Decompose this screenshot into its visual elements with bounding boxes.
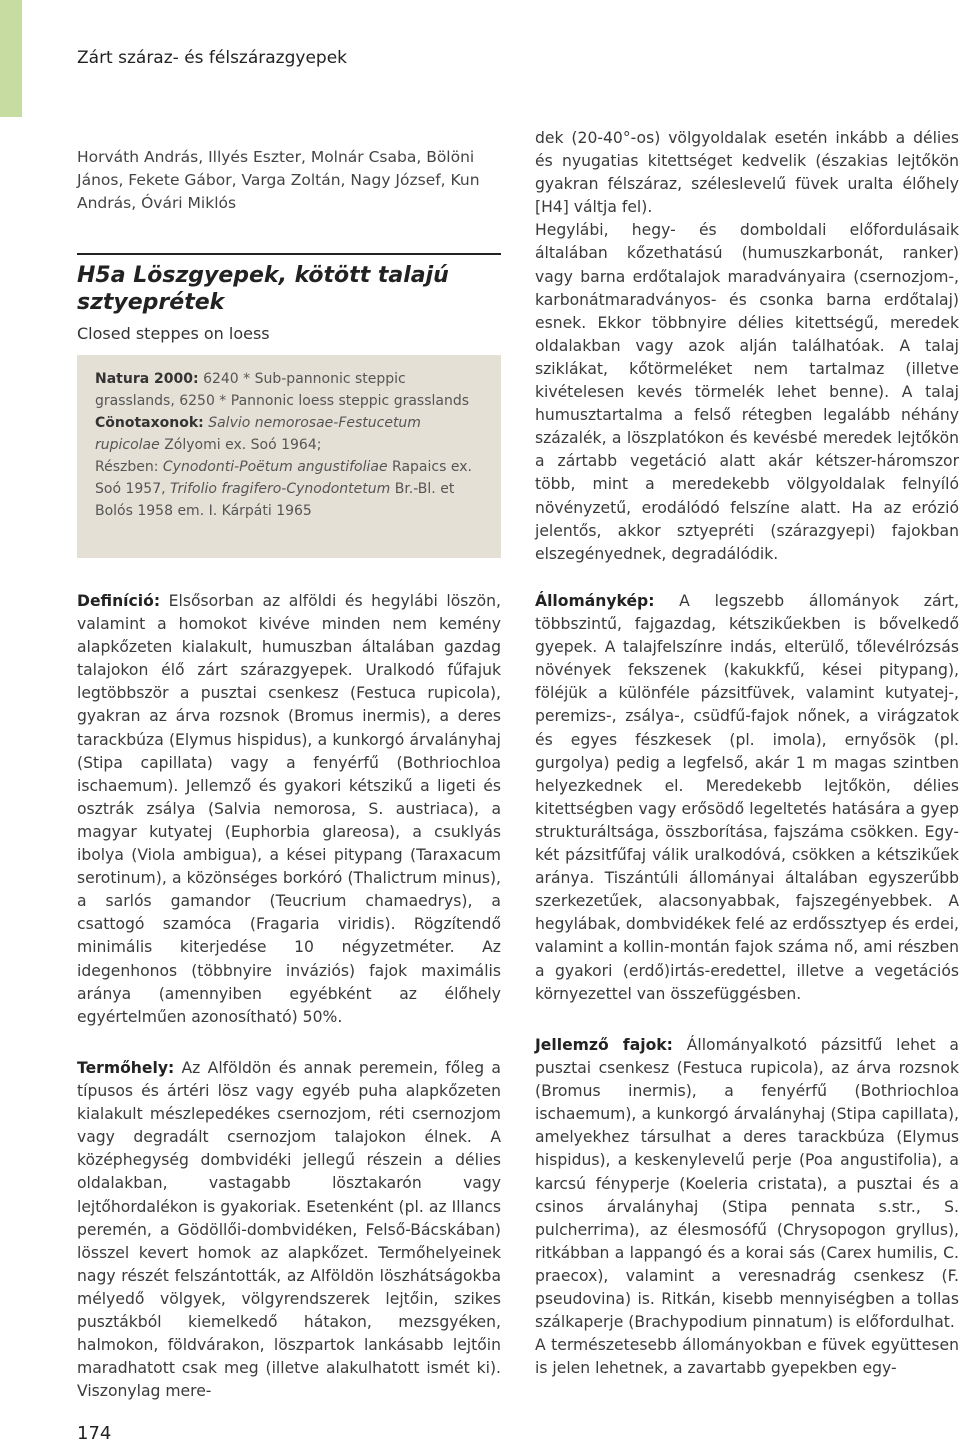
- definition-text: Elsősorban az alföldi és hegylábi löszön, valamint a homokot kivéve minden nem kemény alapkőzeten kialakult, humuszban általában gazdag talajokon élő zárt szárazgyepek. Uralkodó fűfajuk legtöbbször a pusztai csenkesz (Festuca rupicola), gyakran az árva rozsnok (Bromus inermis), a deres tarackbúza (Elymus hispidus), a kunkorgó árvalányhaj (Stipa capillata) vagy a fenyérfű (Bothriochloa ischaemum). Jellemző és gyakori kétszikű a ligeti és osztrák zsálya (Salvia nemorosa, S. austriaca), a magyar kutyatej (Euphorbia glareosa), a csuklyás ibolya (Viola ambigua), a kései pitypang (Taraxacum serotinum), a közönséges borkóró (Thalictrum minus), a sarlós gamandor (Teucrium chamaedrys), a csattogó szamóca (Fragaria viridis). Rögzítendő minimális kiterjedése 10 négyzetméter. Az idegenhonos (többnyire inváziós) fajok maximális aránya (amennyiben egyébként az élőhely egyértelműen azonosítható) 50%.: [77, 592, 501, 1026]
- species-section: [535, 1034, 959, 1380]
- cono-taxon-1: Salvio nemorosae-Festucetum rupicolae: [95, 415, 421, 453]
- natura-text: 6240 * Sub-pannonic steppic grasslands, 6250 * Pannonic loess steppic grasslands: [95, 371, 470, 409]
- page-title: H5a Löszgyepek, kötött talajú sztyeprétek: [77, 263, 449, 315]
- stand-label: Állománykép:: [535, 592, 655, 610]
- cono-label: Cönotaxonok:: [95, 415, 204, 431]
- natura-label: Natura 2000:: [95, 371, 199, 387]
- cono-taxon-2: Cynodonti-Poëtum angustifoliae: [162, 459, 388, 475]
- cono-author-1: Zólyomi ex. Soó 1964;: [159, 437, 322, 453]
- definition-section: [77, 590, 501, 1029]
- title-divider: [77, 253, 501, 255]
- habitat-label: Termőhely:: [77, 1059, 175, 1077]
- species-text-2: A természetesebb állományokban e füvek együttesen is jelen lehetnek, a zavartabb gyepekben egy-: [535, 1336, 959, 1378]
- habitat-section: [77, 1057, 501, 1403]
- habitat-text: Az Alföldön és annak peremein, főleg a típusos és ártéri lösz vagy egyéb puha alapkőzeten kialakult mészlepedékes csernozjom, réti csernozjom vagy degradált csernozjom talajokon élnek. A középhegység dombvidéki jellegű részein a délies oldalakban, vastagabb lösztakarón vagy lejtőhordalékon is gyakoriak. Esetenként (pl. az Illancs peremén, a Gödöllői-dombvidéken, Felső-Bácskában) lösszel kevert homok az alapkőzet. Termőhelyeinek nagy részét felszántották, az Alföldön löszhátságokba mélyedő völgyek, völgyrendszerek lejtőin, szikes pusztákból kiemelkedő hátakon, mezsgyéken, halmokon, földvárakon, löszpartok lankásabb lejtőin maradhatott csak meg (illetve alakulhatott ismét ki). Viszonylag mere-: [77, 1059, 501, 1401]
- species-label: Jellemző fajok:: [535, 1036, 673, 1054]
- habitat-cont-p2: Hegylábi, hegy- és domboldali előfordulásaik általában kőzethatású (humuszkarbonát, ranker) vagy barna erdőtalajok maradványaira (csernozjom-, karbonátmaradványos- és csonka barna erdőtalaj) esnek. Ekkor többnyire délies kitettségű, meredek oldalakban vagy azok alján találhatóak. A talaj sziklákat, kőtörmeléket nem tartalmaz (illetve kivételesen kevés törmelék lehet benne). A talaj humusztartalma a felső rétegben legalább néhány százalék, a löszplatókon és kevésbé meredek lejtőkön a zártabb vegetáció alatt akár kétszer-háromszor több, mint a meredekebb völgyoldalak felnyíló növényzetű, erodálódó felszíne alatt. Ha az erózió jelentős, akkor sztyepréti (szárazgyepi) fajokban elszegényednek, degradálódik.: [535, 221, 959, 563]
- section-color-tab: [0, 0, 22, 117]
- stand-text: A legszebb állományok zárt, többszintű, fajgazdag, kétszikűekben is bővelkedő gyepek. A talajfelszínre indás, elterülő, tőlevélrózsás növények fekszenek (kakukkfű, kései pitypang), föléjük a különféle pázsitfüvek, valamint kutyatej-, peremizs-, zsálya-, csüdfű-fajok nőnek, a virágzatok és egyes fészkesek (pl. imola), ernyősök (pl. gurgolya) pedig a legfelső, akár 1 m magas szintben helyezkednek el. Meredekebb lejtőkön, délies kitettségben vagy erősödő legeltetés hatására a gyep strukturáltsága, összborítása, fajszáma csökken. Egy-két pázsitfűfaj válik uralkodóvá, csökken a kétszikűek aránya. Tiszántúli állományai általában egyszerűbb szerkezetűek, alacsonyabbak, fajszegényebbek. A hegylábak, dombvidékek felé az erdőssztyep és erdei, valamint a kollin-montán fajok száma nő, ami részben a gyakori (erdő)irtás-eredettel, illetve a vegetációs környezettel van összefüggésben.: [535, 592, 959, 1003]
- definition-label: Definíció:: [77, 592, 161, 610]
- cono-partial-label: Részben:: [95, 459, 163, 475]
- page-subtitle: Closed steppes on loess: [77, 324, 270, 343]
- habitat-continued: [535, 127, 959, 566]
- section-header: Zárt száraz- és félszárazgyepek: [77, 48, 348, 68]
- habitat-cont-p1: dek (20-40°-os) völgyoldalak esetén inkább a délies és nyugatias kitettséget kedvelik (északias lejtőkön gyakran félszáraz, széleslevelű füvek uralta élőhely [H4] váltja fel).: [535, 129, 959, 217]
- species-text: Állományalkotó pázsitfű lehet a pusztai csenkesz (Festuca rupicola), az árva rozsnok (Bromus inermis), a fenyérfű (Bothriochloa ischaemum), a kunkorgó árvalányhaj (Stipa capillata), amelyekhez társulhat a deres tarackbúza (Elymus hispidus), a keskenylevelű perje (Poa angustifolia), a karcsú fényperje (Koeleria cristata), a pusztai és a csinos árvalányhaj (Stipa pennata s.str., S. pulcherrima), az élesmosófű (Chrysopogon gryllus), ritkábban a lappangó és a korai sás (Carex humilis, C. praecox), valamint a veresnadrág csenkesz (F. pseudovina) is. Ritkán, kisebb mennyiségben a tollas szálkaperje (Brachypodium pinnatum) is előfordulhat.: [535, 1036, 959, 1332]
- cono-taxon-3: Trifolio fragifero-Cynodontetum: [170, 481, 391, 497]
- cono-author-3: Br.-Bl. et Bolós 1958 em. I. Kárpáti 1965: [95, 481, 455, 519]
- stand-section: [535, 590, 959, 1006]
- classification-box: [77, 355, 501, 558]
- cono-author-2: Rapaics ex. Soó 1957,: [95, 459, 472, 497]
- authors: Horváth András, Illyés Eszter, Molnár Csaba, Bölöni János, Fekete Gábor, Varga Zoltán, Nagy József, Kun András, Óvári Miklós: [77, 148, 480, 212]
- page-number: 174: [77, 1423, 112, 1444]
